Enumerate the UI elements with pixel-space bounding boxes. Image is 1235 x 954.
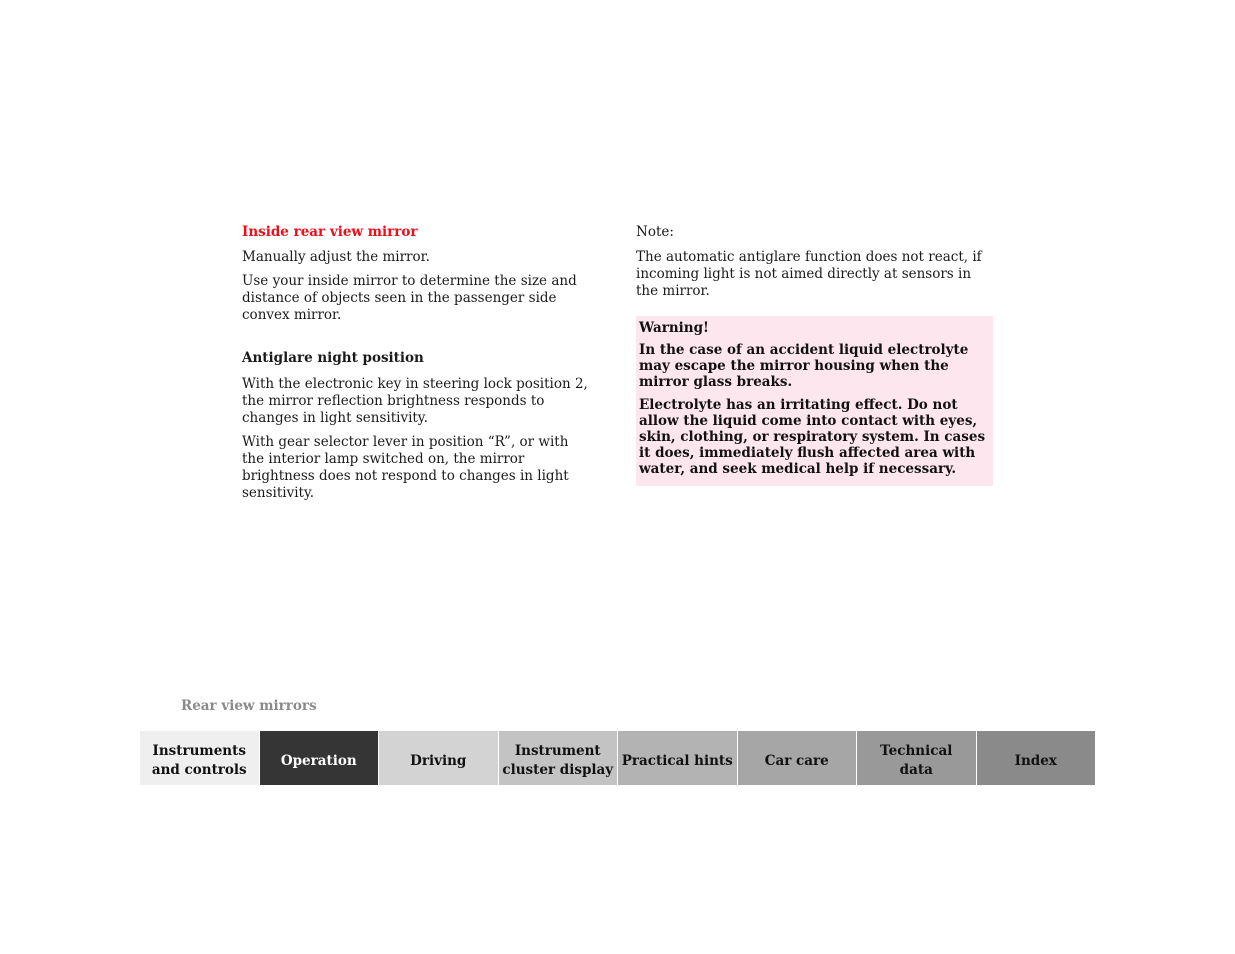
warning-title: Warning!: [639, 320, 709, 336]
paragraph-mirror-usage: Use your inside mirror to determine the size and distance of objects seen in the passenger side convex mirror.: [242, 273, 577, 323]
note-label: Note:: [636, 224, 674, 240]
tab-technical-data[interactable]: Technical data: [857, 731, 977, 785]
left-column: [242, 224, 594, 509]
note-text: The automatic antiglare function does not react, if incoming light is not aimed directly at sensors in the mirror.: [636, 249, 982, 299]
warning-paragraph-electrolyte-irritation: Electrolyte has an irritating effect. Do not allow the liquid come into contact with eyes, skin, clothing, or respiratory system. In cases it does, immediately flush affected area with water, and seek medical help if necessary.: [639, 397, 986, 477]
paragraph-antiglare-key: With the electronic key in steering lock position 2, the mirror reflection brightness responds to changes in light sensitivity.: [242, 376, 588, 426]
tab-operation[interactable]: Operation: [260, 731, 380, 785]
right-column: [636, 224, 993, 486]
paragraph-antiglare-gear: With gear selector lever in position “R”, or with the interior lamp switched on, the mirror brightness does not respond to changes in light sensitivity.: [242, 434, 569, 501]
warning-paragraph-electrolyte-escape: In the case of an accident liquid electrolyte may escape the mirror housing when the mirror glass breaks.: [639, 342, 969, 390]
tab-practical-hints[interactable]: Practical hints: [618, 731, 738, 785]
tab-instrument-cluster-display[interactable]: Instrument cluster display: [499, 731, 619, 785]
tab-index[interactable]: Index: [977, 731, 1096, 785]
page-section-label: Rear view mirrors: [181, 698, 317, 714]
tab-driving[interactable]: Driving: [379, 731, 499, 785]
paragraph-manual-adjust: Manually adjust the mirror.: [242, 249, 430, 265]
tab-car-care[interactable]: Car care: [738, 731, 858, 785]
section-heading: Inside rear view mirror: [242, 224, 418, 240]
chapter-tab-bar: [140, 731, 1095, 785]
tab-instruments-and-controls[interactable]: Instruments and controls: [140, 731, 260, 785]
subheading-antiglare: Antiglare night position: [242, 350, 424, 366]
warning-box: [636, 316, 993, 486]
